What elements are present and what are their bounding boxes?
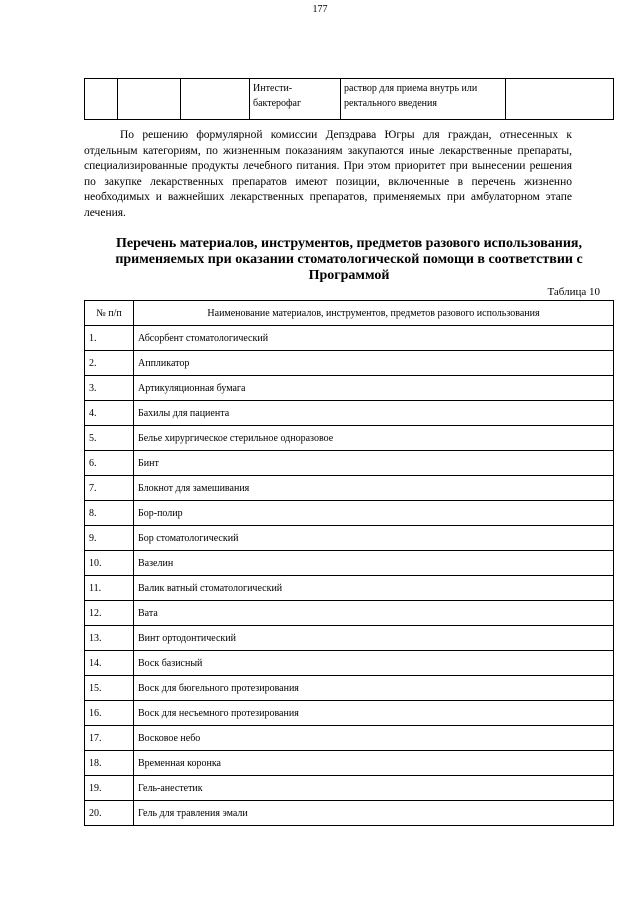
row-number: 10. bbox=[85, 551, 134, 576]
table-cell: Интести- бактерофаг bbox=[250, 79, 341, 120]
table-row bbox=[85, 676, 614, 701]
table-row bbox=[85, 476, 614, 501]
row-number: 18. bbox=[85, 751, 134, 776]
row-number: 13. bbox=[85, 626, 134, 651]
table-row bbox=[85, 501, 614, 526]
row-item-name: Вазелин bbox=[134, 551, 614, 576]
page-number: 177 bbox=[312, 4, 328, 15]
table-cell bbox=[85, 79, 118, 120]
row-item-name: Винт ортодонтический bbox=[134, 626, 614, 651]
table-cell bbox=[118, 79, 181, 120]
table-cell bbox=[506, 79, 614, 120]
row-item-name: Бор-полир bbox=[134, 501, 614, 526]
table-row bbox=[85, 726, 614, 751]
row-number: 8. bbox=[85, 501, 134, 526]
row-number: 3. bbox=[85, 376, 134, 401]
table-row bbox=[85, 551, 614, 576]
table-row bbox=[85, 451, 614, 476]
table-row bbox=[85, 801, 614, 826]
row-number: 20. bbox=[85, 801, 134, 826]
row-item-name: Аппликатор bbox=[134, 351, 614, 376]
table-row bbox=[85, 576, 614, 601]
row-number: 12. bbox=[85, 601, 134, 626]
row-number: 17. bbox=[85, 726, 134, 751]
row-number: 1. bbox=[85, 326, 134, 351]
row-item-name: Воск базисный bbox=[134, 651, 614, 676]
table-row bbox=[85, 601, 614, 626]
column-header-number: № п/п bbox=[85, 301, 134, 326]
table-row bbox=[85, 651, 614, 676]
row-number: 19. bbox=[85, 776, 134, 801]
row-item-name: Блокнот для замешивания bbox=[134, 476, 614, 501]
row-item-name: Белье хирургическое стерильное одноразовое bbox=[134, 426, 614, 451]
row-item-name: Бахилы для пациента bbox=[134, 401, 614, 426]
table-row bbox=[85, 751, 614, 776]
table-cell bbox=[181, 79, 250, 120]
table-row bbox=[85, 326, 614, 351]
section-title: Перечень материалов, инструментов, предметов разового использования, применяемых при оказании стоматологической помощи в соответствии с Программой bbox=[115, 236, 583, 283]
row-item-name: Воск для бюгельного протезирования bbox=[134, 676, 614, 701]
table-row bbox=[85, 776, 614, 801]
table-row bbox=[85, 79, 614, 120]
row-item-name: Бинт bbox=[134, 451, 614, 476]
row-item-name: Валик ватный стоматологический bbox=[134, 576, 614, 601]
row-item-name: Восковое небо bbox=[134, 726, 614, 751]
table-row bbox=[85, 426, 614, 451]
table-header-row bbox=[85, 301, 614, 326]
row-item-name: Вата bbox=[134, 601, 614, 626]
continuation-table bbox=[84, 78, 614, 120]
row-item-name: Временная коронка bbox=[134, 751, 614, 776]
intro-paragraph: По решению формулярной комиссии Депздрава Югры для граждан, отнесенных к отдельным категориям, по жизненным показаниям закупаются иные лекарственные препараты, специализированные продукты лечебного питания. При этом приоритет при вынесении решения по закупке лекарственных препаратов имеют позиции, включенные в перечень жизненно необходимых и важнейших лекарственных препаратов, применяемых при амбулаторном этапе лечения. bbox=[84, 129, 572, 219]
table-row bbox=[85, 626, 614, 651]
row-number: 11. bbox=[85, 576, 134, 601]
table-row bbox=[85, 701, 614, 726]
row-number: 2. bbox=[85, 351, 134, 376]
table-row bbox=[85, 401, 614, 426]
row-item-name: Артикуляционная бумага bbox=[134, 376, 614, 401]
row-number: 15. bbox=[85, 676, 134, 701]
table-row bbox=[85, 351, 614, 376]
column-header-name: Наименование материалов, инструментов, предметов разового использования bbox=[134, 301, 614, 326]
row-number: 7. bbox=[85, 476, 134, 501]
table-cell: раствор для приема внутрь или ректального введения bbox=[341, 79, 506, 120]
table-row bbox=[85, 526, 614, 551]
table-row bbox=[85, 376, 614, 401]
row-item-name: Воск для несъемного протезирования bbox=[134, 701, 614, 726]
row-item-name: Гель-анестетик bbox=[134, 776, 614, 801]
row-number: 4. bbox=[85, 401, 134, 426]
materials-table bbox=[84, 300, 614, 826]
row-number: 9. bbox=[85, 526, 134, 551]
row-item-name: Бор стоматологический bbox=[134, 526, 614, 551]
row-number: 14. bbox=[85, 651, 134, 676]
row-number: 16. bbox=[85, 701, 134, 726]
row-item-name: Гель для травления эмали bbox=[134, 801, 614, 826]
row-item-name: Абсорбент стоматологический bbox=[134, 326, 614, 351]
row-number: 6. bbox=[85, 451, 134, 476]
table-label: Таблица 10 bbox=[547, 286, 600, 298]
row-number: 5. bbox=[85, 426, 134, 451]
